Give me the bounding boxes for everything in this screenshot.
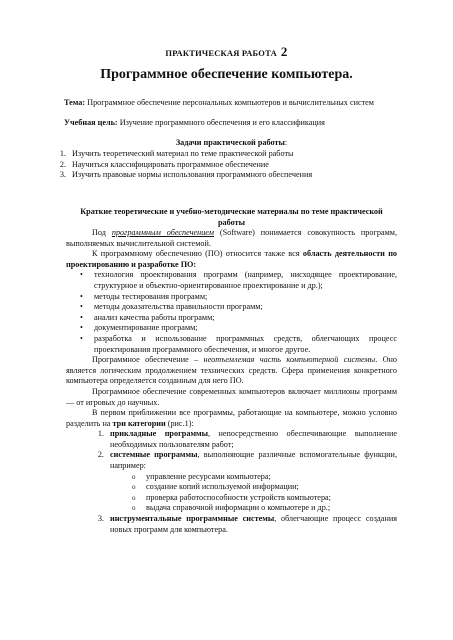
list-item: • разработка и использование программных средств, облегчающих процесс проектирования программного обеспечения, и многое другое. — [86, 334, 397, 355]
text-fragment: К программному обеспечению (ПО) относится также вся — [92, 249, 303, 259]
materials-body — [66, 228, 397, 535]
category-name: системные программы — [110, 450, 198, 460]
sub-list-item: o управление ресурсами компьютера; — [136, 472, 397, 483]
list-item: • документирование программ; — [86, 323, 397, 334]
text-fragment: Под — [92, 228, 112, 237]
text-fragment: . Оно является логическим продолжением технических средств. Сфера применения конкретного компьютера определяется созданным для него ПО. — [66, 355, 397, 386]
scope-bullet-list — [66, 270, 397, 355]
task-item: 2. Научиться классифицировать программное обеспечение — [68, 160, 399, 171]
text-fragment: В первом приближении все программы, работающие на компьютере, можно условно разделить на — [66, 408, 397, 428]
paragraph-three-categories — [66, 408, 397, 429]
goal-line — [64, 118, 399, 129]
category-item — [106, 450, 397, 514]
category-item — [106, 429, 397, 450]
goal-text: Изучение программного обеспечения и его классификация — [117, 118, 325, 127]
categories-list — [66, 429, 397, 535]
materials-heading: Краткие теоретические и учебно-методические материалы по теме практической работы — [80, 207, 383, 227]
bold-fragment: три категории — [112, 418, 166, 428]
category-item — [106, 514, 397, 535]
paragraph-integral-part — [66, 355, 397, 387]
tasks-heading-text: Задачи практической работы — [175, 138, 285, 147]
list-item: • анализ качества работы программ; — [86, 313, 397, 324]
text-fragment: (Software) понимается совокупность программ, выполняемых вычислительной системой. — [66, 228, 397, 248]
practical-work-label — [0, 44, 453, 59]
category-text: , облегчающие процесс создания новых программ для компьютера. — [110, 514, 397, 534]
category-name: инструментальные программные системы — [110, 514, 275, 524]
text-fragment: Программное обеспечение – — [92, 355, 204, 365]
topic-label: Тема: — [64, 98, 86, 107]
goal-label: Учебная цель: — [64, 118, 118, 127]
bold-fragment: область деятельности по проектированию и разработке ПО: — [66, 249, 398, 269]
list-item: • технология проектирования программ (например, нисходящее проектирование, структурное и объектно-ориентированное проектирование и др.); — [86, 270, 397, 291]
list-item: • методы тестирования программ; — [86, 292, 397, 303]
paragraph-software-definition — [66, 228, 397, 249]
tasks-heading-colon: : — [284, 138, 288, 147]
term-software: программным обеспечением — [111, 228, 214, 237]
sub-list-item: o проверка работоспособности устройств компьютера; — [136, 493, 397, 504]
tasks-heading — [64, 138, 399, 149]
system-programs-sublist — [110, 472, 397, 514]
topic-line — [64, 98, 399, 109]
text-fragment: (рис.1): — [165, 418, 194, 428]
paragraph-millions-programs: Программное обеспечение современных компьютеров включает миллионы программ — от игровых до научных. — [66, 386, 397, 407]
task-item: 1. Изучить теоретический материал по теме практической работы — [68, 149, 399, 160]
practical-work-number: 2 — [280, 44, 288, 59]
tasks-list — [52, 149, 399, 181]
category-text: , непосредственно обеспечивающие выполнение необходимых пользователям работ; — [110, 429, 397, 449]
sub-list-item: o выдача справочной информации о компьютере и др.; — [136, 503, 397, 514]
page-title: Программное обеспечение компьютера. — [100, 67, 353, 82]
topic-text: Программное обеспечение персональных компьютеров и вычислительных систем — [85, 98, 374, 107]
sub-list-item: o создание копий используемой информации; — [136, 482, 397, 493]
italic-fragment: неотъемлемая часть компьютерной системы — [203, 355, 376, 365]
category-text: , выполняющие различные вспомогательные функции, например: — [110, 450, 397, 471]
category-name: прикладные программы — [110, 429, 208, 439]
list-item: • методы доказательства правильности программ; — [86, 302, 397, 313]
task-item: 3. Изучить правовые нормы использования программного обеспечения — [68, 170, 399, 181]
practical-work-label-text: ПРАКТИЧЕСКАЯ РАБОТА — [165, 48, 277, 58]
paragraph-software-scope — [66, 249, 397, 270]
